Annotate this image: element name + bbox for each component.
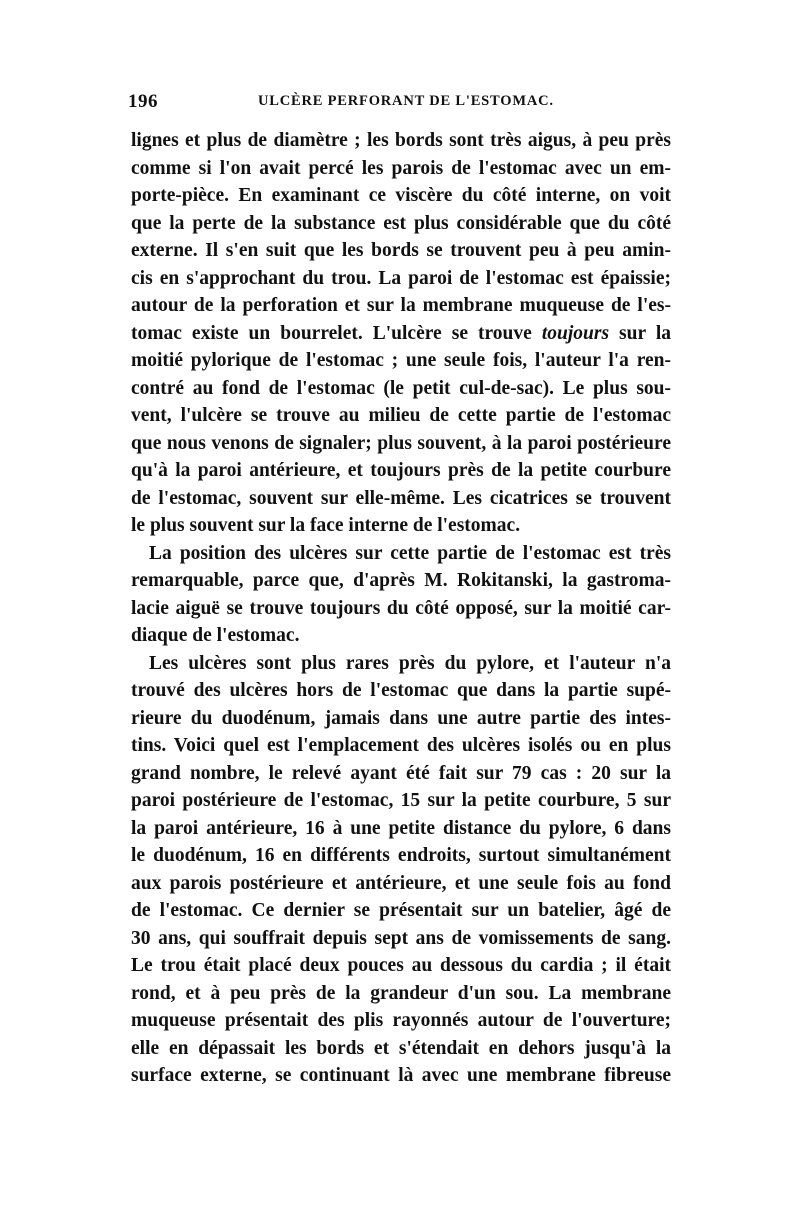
text-line: paroi postérieure de l'estomac, 15 sur la petite courbure, 5 sur — [131, 790, 671, 811]
text-line: moitié pylorique de l'estomac ; une seule fois, l'auteur l'a ren- — [131, 350, 671, 371]
emphasized-word: toujours — [541, 322, 610, 344]
text-line: Le trou était placé deux pouces au dessous du cardia ; il était — [131, 955, 671, 976]
text-line: le duodénum, 16 en différents endroits, surtout simultanément — [131, 845, 671, 866]
text-line: diaque de l'estomac. — [131, 625, 300, 646]
text-line: de l'estomac. Ce dernier se présentait sur un batelier, âgé de — [131, 900, 671, 921]
text-line: la paroi antérieure, 16 à une petite distance du pylore, 6 dans — [131, 817, 671, 839]
page-number: 196 — [128, 91, 158, 112]
text-line: autour de la perforation et sur la membrane muqueuse de l'es- — [131, 295, 671, 316]
text-line: vent, l'ulcère se trouve au milieu de cette partie de l'estomac — [131, 405, 671, 426]
line-segment: sur la — [609, 322, 671, 344]
text-line: que nous venons de signaler; plus souvent, à la paroi postérieure — [131, 432, 671, 454]
text-line: porte-pièce. En examinant ce viscère du côté interne, on voit — [131, 185, 671, 206]
text-line: muqueuse présentait des plis rayonnés autour de l'ouverture; — [131, 1010, 671, 1031]
line-segment: tomac existe un bourrelet. L'ulcère se trouve — [131, 322, 542, 344]
text-line: lacie aiguë se trouve toujours du côté opposé, sur la moitié car- — [131, 597, 671, 619]
text-line: rieure du duodénum, jamais dans une autre partie des intes- — [131, 707, 671, 729]
body-text — [131, 127, 671, 1090]
text-line: comme si l'on avait percé les parois de l'estomac avec un em- — [131, 157, 671, 179]
text-line: trouvé des ulcères hors de l'estomac que dans la partie supé- — [131, 680, 671, 701]
text-line: que la perte de la substance est plus considérable que du côté — [131, 212, 671, 234]
text-line: lignes et plus de diamètre ; les bords sont très aigus, à peu près — [131, 130, 671, 151]
text-line: qu'à la paroi antérieure, et toujours près de la petite courbure — [131, 460, 671, 481]
text-line: cis en s'approchant du trou. La paroi de l'estomac est épaissie; — [131, 267, 671, 289]
text-line: externe. Il s'en suit que les bords se trouvent peu à peu amin- — [131, 240, 671, 261]
text-line: tins. Voici quel est l'emplacement des ulcères isolés ou en plus — [131, 735, 671, 756]
paragraph-start: La position des ulcères sur cette partie de l'estomac est très — [149, 542, 671, 564]
running-title: ULCÈRE PERFORANT DE L'ESTOMAC. — [258, 93, 554, 109]
text-line: surface externe, se continuant là avec une membrane fibreuse — [131, 1065, 671, 1086]
text-line: contré au fond de l'estomac (le petit cul-de-sac). Le plus sou- — [131, 377, 671, 399]
text-line: elle en dépassait les bords et s'étendait en dehors jusqu'à la — [131, 1037, 671, 1059]
text-line: le plus souvent sur la face interne de l'estomac. — [131, 515, 521, 536]
text-line: grand nombre, le relevé ayant été fait sur 79 cas : 20 sur la — [131, 762, 671, 784]
text-line: de l'estomac, souvent sur elle-même. Les cicatrices se trouvent — [131, 487, 671, 509]
page-header — [128, 91, 673, 117]
text-line: aux parois postérieure et antérieure, et une seule fois au fond — [131, 872, 671, 894]
text-line: rond, et à peu près de la grandeur d'un sou. La membrane — [131, 982, 671, 1004]
paragraph-start: Les ulcères sont plus rares près du pylore, et l'auteur n'a — [149, 652, 671, 674]
text-line: 30 ans, qui souffrait depuis sept ans de vomissements de sang. — [131, 927, 671, 949]
text-line: remarquable, parce que, d'après M. Rokitanski, la gastroma- — [131, 570, 671, 591]
text-line-emphasis — [131, 320, 671, 348]
